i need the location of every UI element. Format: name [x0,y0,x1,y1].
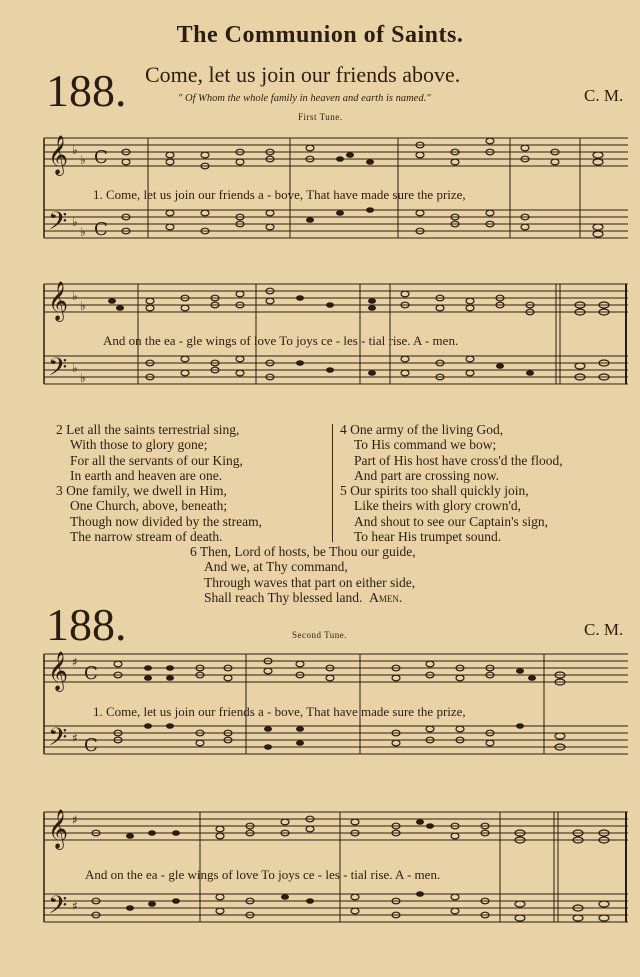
verses-right-column [340,422,563,544]
verses-left-column [56,422,262,544]
svg-text:♯: ♯ [72,899,78,913]
svg-text:♭: ♭ [72,289,78,303]
hymn-meter-first: C. M. [584,86,624,105]
first-tune-lyrics-line-2: And on the ea - gle wings of love To joys ce - les - tial rise. A - men. [103,333,459,348]
hymn-number-first: 188. [46,65,127,116]
verse-5-line-1: 5 Our spirits too shall quickly join, [340,483,529,499]
svg-text:♭: ♭ [80,153,86,167]
svg-text:𝄞: 𝄞 [48,809,69,849]
svg-text:♭: ♭ [72,361,78,375]
svg-text:♯: ♯ [72,655,78,669]
verse-6-amen: Amen. [369,589,403,605]
verse-6-line-1: 6 Then, Lord of hosts, be Thou our guide, [190,544,416,559]
second-tune-label: Second Tune. [292,630,348,640]
second-tune-system-2 [0,796,640,926]
svg-text:♯: ♯ [72,813,78,827]
verse-2-line-1: 2 Let all the saints terrestrial sing, [56,422,240,437]
svg-text:C: C [94,147,108,168]
verse-6-line-4 [190,590,416,605]
verses-divider [332,424,333,542]
first-tune-label: First Tune. [298,112,343,122]
verse-6-line-2: And we, at Thy command, [204,559,348,575]
verse-5-line-4: To hear His trumpet sound. [354,529,502,545]
svg-text:♭: ♭ [80,225,86,239]
svg-text:𝄞: 𝄞 [48,281,69,321]
verse-4-line-1: 4 One army of the living God, [340,422,504,437]
verse-3-line-4: The narrow stream of death. [70,529,223,545]
verse-2-line-4: In earth and heaven are one. [70,467,223,483]
verse-3-line-1: 3 One family, we dwell in Him, [56,483,227,499]
svg-text:𝄢: 𝄢 [48,891,68,926]
verse-4-line-2: To His command we bow; [354,437,497,453]
first-tune-lyrics-line-1: 1. Come, let us join our friends a - bove, That have made sure the prize, [93,187,466,202]
svg-text:♭: ♭ [72,215,78,229]
hymn-first-line: Come, let us join our friends above. [145,62,461,87]
verse-4-line-3: Part of His host have cross'd the flood, [354,452,563,468]
svg-text:𝄞: 𝄞 [48,651,69,691]
verse-4-line-4: And part are crossing now. [354,467,499,483]
verse-2-line-2: With those to glory gone; [70,437,208,453]
verse-3-line-2: One Church, above, beneath; [70,498,228,514]
svg-text:𝄢: 𝄢 [48,723,68,758]
second-tune-lyrics-line-1: 1. Come, let us join our friends a - bove, That have made sure the prize, [93,704,466,719]
hymn-number-second: 188. [46,599,127,650]
svg-text:♭: ♭ [80,299,86,313]
svg-text:C: C [94,219,108,240]
svg-text:𝄢: 𝄢 [48,353,68,388]
svg-text:𝄢: 𝄢 [48,207,68,242]
verse-6-line-4-text: Shall reach Thy blessed land. [204,589,363,605]
verse-3-line-3: Though now divided by the stream, [70,513,262,529]
svg-text:♯: ♯ [72,731,78,745]
svg-text:C: C [84,735,98,756]
verse-2-line-3: For all the servants of our King, [70,452,243,468]
page-title: The Communion of Saints. [176,22,464,48]
verse-6 [190,544,416,605]
svg-text:♭: ♭ [72,143,78,157]
svg-text:♭: ♭ [80,371,86,385]
second-tune-lyrics-line-2: And on the ea - gle wings of love To joys ce - les - tial rise. A - men. [85,867,441,882]
svg-text:𝄞: 𝄞 [48,135,69,175]
svg-text:C: C [84,663,98,684]
verse-6-line-3: Through waves that part on either side, [204,574,416,590]
verse-5-line-2: Like theirs with glory crown'd, [354,498,522,514]
verse-5-line-3: And shout to see our Captain's sign, [354,513,549,529]
scripture-reference: " Of Whom the whole family in heaven and earth is named." [178,93,431,104]
hymn-meter-second: C. M. [584,620,624,639]
